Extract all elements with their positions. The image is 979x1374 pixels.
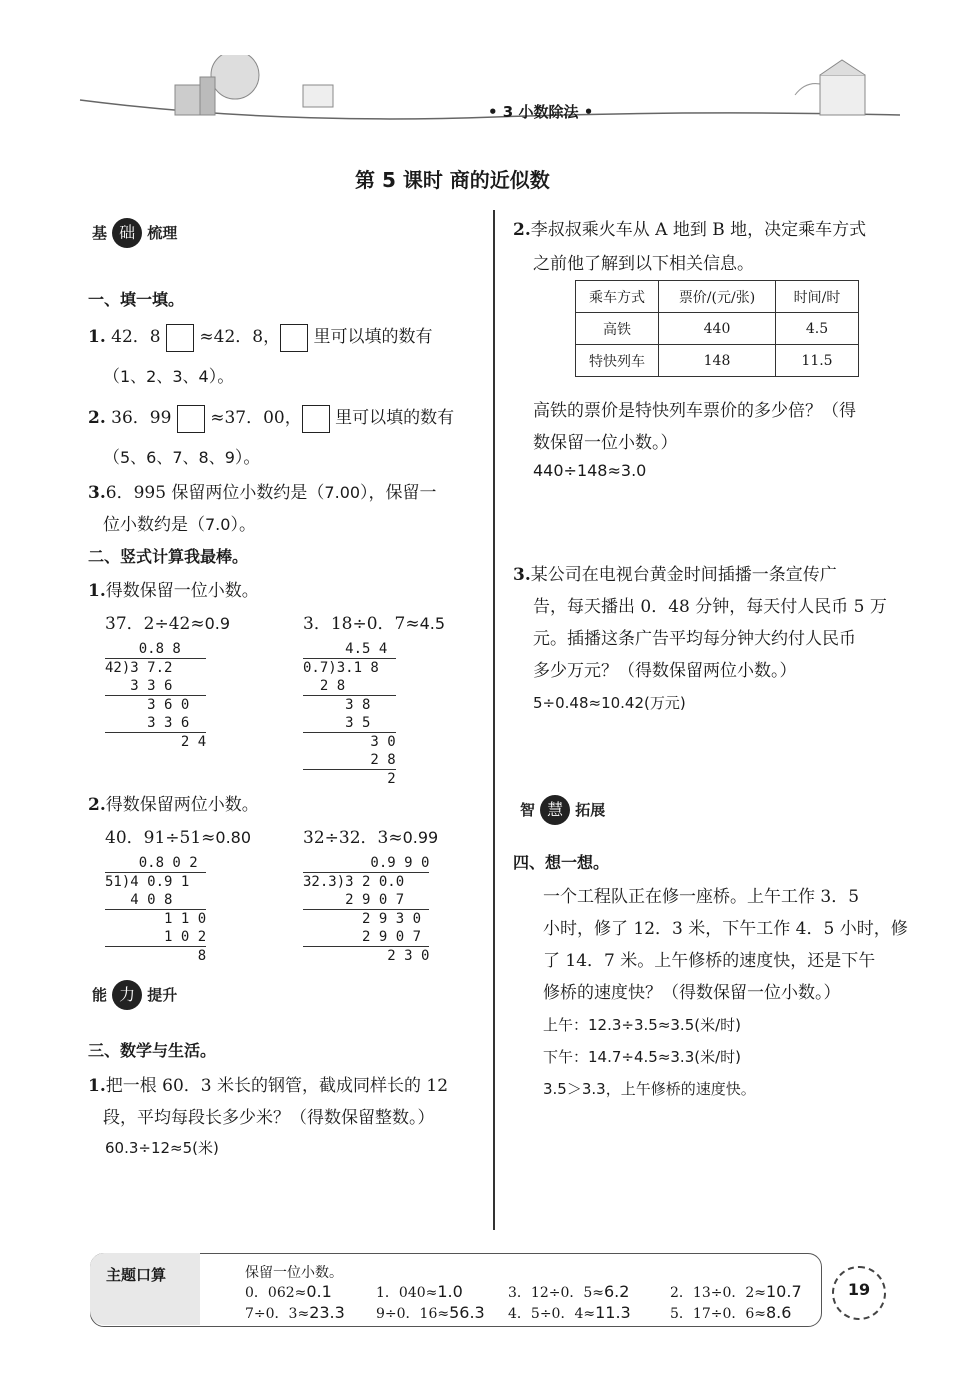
right-q2-line2: 之前他了解到以下相关信息。: [533, 254, 754, 274]
table-cell: 高铁: [576, 313, 659, 345]
part1-q3-line1: 3.6．995 保留两位小数约是（7.00），保留一: [88, 483, 437, 503]
blank-box[interactable]: [302, 405, 330, 433]
division-line: 0.7)3.1 8: [303, 660, 379, 676]
right-q2-line3: 高铁的票价是特快列车票价的多少倍？（得: [533, 401, 856, 421]
division-line: 2 9 0 7: [303, 891, 429, 910]
footer-item: 4．5÷0．4≈11.3: [508, 1303, 631, 1322]
long-division-q2b: [303, 854, 429, 965]
part3-q1-line1: 1.把一根 60．3 米长的钢管，截成同样长的 12: [88, 1076, 449, 1096]
division-line: 1 0 2: [105, 929, 207, 945]
part2-q2-label: 2.得数保留两位小数。: [88, 795, 259, 815]
part2-q2b-expr: 32÷32．3≈0.99: [303, 828, 439, 848]
part3-title: 三、数学与生活。: [88, 1041, 217, 1060]
table-cell: 440: [659, 313, 776, 345]
division-line: 0.8 0 2: [105, 854, 206, 873]
part4-title: 四、想一想。: [513, 853, 610, 872]
division-line: 3 3 6: [105, 714, 206, 733]
division-line: 4.5 4: [303, 640, 396, 659]
blank-box[interactable]: [280, 324, 308, 352]
part2-title: 二、竖式计算我最棒。: [88, 547, 249, 566]
table-cell: 11.5: [776, 345, 859, 377]
right-q3-answer: 5÷0.48≈10.42(万元): [533, 694, 686, 712]
division-line: 32.3)3 2 0.0: [303, 874, 405, 890]
right-q2-line1: 2.李叔叔乘火车从 A 地到 B 地，决定乘车方式: [513, 220, 867, 240]
long-division-q1b: [303, 640, 396, 788]
division-line: 42)3 7.2: [105, 660, 173, 676]
chapter-header: • 3 小数除法 •: [488, 103, 594, 121]
division-line: 3 6 0: [105, 697, 190, 713]
part1-q3-line2: 位小数约是（7.0）。: [103, 515, 256, 535]
footer-item: 3．12÷0．5≈6.2: [508, 1282, 630, 1301]
division-line: 2: [303, 771, 396, 787]
part4-line4: 修桥的速度快？（得数保留一位小数。）: [543, 983, 841, 1003]
long-division-q1a: [105, 640, 206, 751]
footer-item: 1．040≈1.0: [376, 1282, 463, 1301]
division-line: 0.8 8: [105, 640, 206, 659]
footer-item: 2．13÷0．2≈10.7: [670, 1282, 802, 1301]
footer-instruction: 保留一位小数。: [245, 1265, 343, 1281]
part1-title: 一、填一填。: [88, 290, 185, 309]
table-cell: 148: [659, 345, 776, 377]
part3-q1-line2: 段，平均每段长多少米？（得数保留整数。）: [103, 1108, 435, 1128]
division-line: 2 9 3 0: [303, 911, 422, 927]
blank-box[interactable]: [166, 324, 194, 352]
division-line: 51)4 0.9 1: [105, 874, 190, 890]
table-header: 时间/时: [776, 281, 859, 313]
part4-answer-conclusion: 3.5＞3.3，上午修桥的速度快。: [543, 1080, 756, 1098]
part2-q1-label: 1.得数保留一位小数。: [88, 581, 259, 601]
blank-box[interactable]: [177, 405, 205, 433]
right-q3-line4: 多少万元？（得数保留两位小数。）: [533, 661, 797, 681]
table-header: 乘车方式: [576, 281, 659, 313]
division-line: 3 3 6: [105, 677, 206, 696]
long-division-q2a: [105, 854, 206, 965]
section-badge-wisdom: 智 慧 拓展: [520, 795, 605, 825]
division-line: 3 8: [303, 697, 371, 713]
part1-q1-answer: （1、2、3、4）。: [103, 367, 235, 387]
right-q3-line2: 告，每天播出 0．48 分钟，每天付人民币 5 万: [533, 597, 887, 617]
table-header: 票价/(元/张): [659, 281, 776, 313]
footer-label: 主题口算: [106, 1266, 167, 1284]
table-cell: 特快列车: [576, 345, 659, 377]
part3-q1-answer: 60.3÷12≈5(米): [105, 1139, 219, 1157]
footer-item: 0．062≈0.1: [245, 1282, 332, 1301]
division-line: 1 1 0: [105, 911, 207, 927]
ticket-table: [575, 280, 859, 377]
section-badge-ability: 能 力 提升: [92, 980, 177, 1010]
part4-line1: 一个工程队正在修一座桥。上午工作 3．5: [543, 887, 860, 907]
part2-q1a-expr: 37．2÷42≈0.9: [105, 614, 231, 634]
division-line: 2 3 0: [303, 948, 430, 964]
part4-answer-morning: 上午：12.3÷3.5≈3.5(米/时): [543, 1016, 742, 1034]
division-line: 3 0: [303, 734, 396, 750]
division-line: 2 8: [303, 677, 396, 696]
section-badge-basic: 基 础 梳理: [92, 218, 177, 248]
division-line: 2 9 0 7: [303, 928, 429, 947]
lesson-title: 第 5 课时 商的近似数: [355, 168, 550, 192]
footer-item: 9÷0．16≈56.3: [376, 1303, 485, 1322]
division-line: 2 8: [303, 752, 396, 768]
right-q3-line3: 元。插播这条广告平均每分钟大约付人民币: [533, 629, 856, 649]
division-line: 4 0 8: [105, 891, 206, 910]
right-q3-line1: 3.某公司在电视台黄金时间插播一条宣传广: [513, 565, 837, 585]
part2-q1b-expr: 3．18÷0．7≈4.5: [303, 614, 446, 634]
right-q2-answer: 440÷148≈3.0: [533, 461, 647, 480]
part4-line2: 小时，修了 12．3 米，下午工作 4．5 小时，修: [543, 919, 908, 939]
part2-q2a-expr: 40．91÷51≈0.80: [105, 828, 252, 848]
part1-q2: 2. 36．99 ≈37．00， 里可以填的数有: [88, 403, 454, 433]
footer-item: 7÷0．3≈23.3: [245, 1303, 345, 1322]
division-line: 3 5: [303, 714, 396, 733]
page-number: 19: [847, 1280, 871, 1299]
division-line: 0.9 9 0: [303, 855, 430, 871]
part4-line3: 了 14．7 米。上午修桥的速度快，还是下午: [543, 951, 876, 971]
table-cell: 4.5: [776, 313, 859, 345]
division-line: 8: [105, 948, 207, 964]
right-q2-line4: 数保留一位小数。）: [533, 433, 678, 453]
part1-q1: 1. 42．8 ≈42．8， 里可以填的数有: [88, 322, 433, 352]
division-line: 2 4: [105, 734, 207, 750]
column-divider: [493, 210, 495, 1230]
part4-answer-afternoon: 下午：14.7÷4.5≈3.3(米/时): [543, 1048, 742, 1066]
part1-q2-answer: （5、6、7、8、9）。: [103, 448, 261, 468]
footer-item: 5．17÷0．6≈8.6: [670, 1303, 792, 1322]
